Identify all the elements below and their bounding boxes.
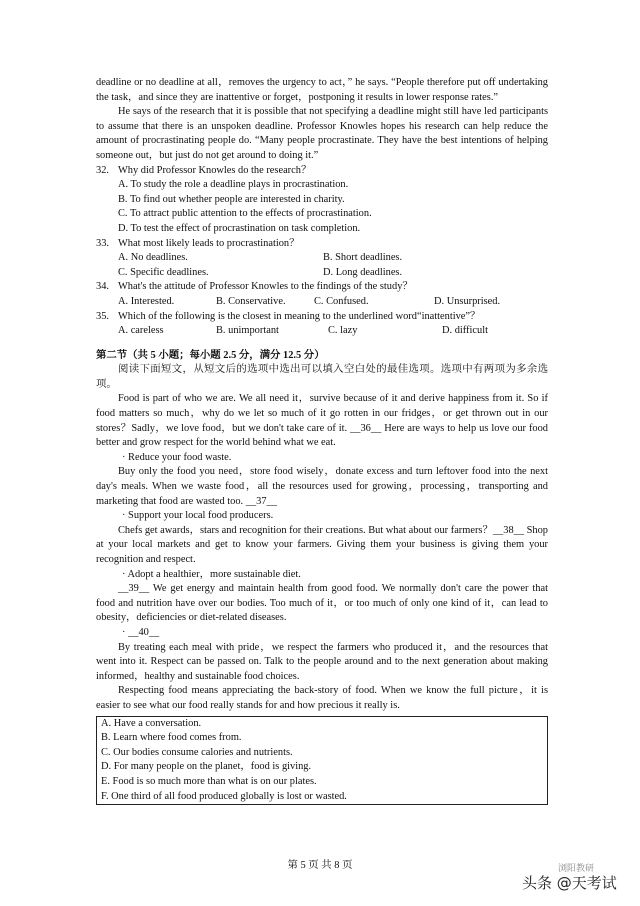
q32-option-d: D. To test the effect of procrastination on task completion. [118,222,361,234]
paragraph-2: Buy only the food you need，store food wisely，donate excess and turn leftover food into the next day's meals. When we waste food，all the resources used for growing，processing，transporting and marketing that food are wasted too. __37__ [96,466,548,507]
watermark-small: 浏阳教研 [558,864,595,874]
paragraph-3: Chefs get awards，stars and recognition for their creations. But what about our farmers？__38__ Shop at your local markets and get to know your farmers. Giving them your business is giving them your recognition and respect. [96,524,548,565]
watermark: 头条 @天考试 [522,874,617,892]
bullet-4: · __40__ [122,626,160,638]
q32-option-a: A. To study the role a deadline plays in procrastination. [118,179,349,191]
question-34: 34. What's the attitude of Professor Knowles to the findings of the study？ [96,281,413,293]
bullet-1: · Reduce your food waste. [122,451,232,463]
q34-options: A. Interested. B. Conservative. C. Confused. D. Unsurprised. [118,295,501,307]
question-33: 33. What most likely leads to procrastination？ [96,237,300,249]
passage-tail-2: He says of the research that it is possible that not specifying a deadline might still have led participants to assume that there is an unspoken deadline. Professor Knowles hopes his research can help reduce the amount of procrastinating people do. “Many people procrastinate. They have the best intentions of helping someone out，but just do not get around to doing it.” [96,106,548,161]
paragraph-6: Respecting food means appreciating the back-story of food. When we know the full picture，it is easier to see what our food really stands for and how precious it really is. [96,685,548,711]
choices-box [96,716,548,806]
q32-option-b: B. To find out whether people are interested in charity. [118,193,345,205]
q35-options: A. careless B. unimportant C. lazy D. difficult [118,325,488,337]
paragraph-1: Food is part of who we are. We all need it，survive because of it and derive happiness from it. So if food matters so much，why do we let so much of it go rotten in our fridges，or get thrown out in our stores？Sadly，we love food，but we don't take care of it. __36__ Here are ways to help us love our food better and grow respect for the world behind what we eat. [96,393,548,449]
choice-f: F. One third of all food produced globally is lost or wasted. [101,790,347,802]
choice-d: D. For many people on the planet，food is giving. [101,761,312,773]
choice-c: C. Our bodies consume calories and nutrients. [101,746,293,758]
section-heading: 第二节（共 5 小题；每小题 2.5 分，满分 12.5 分） [96,349,325,361]
choice-e: E. Food is so much more than what is on our plates. [101,775,317,787]
page-content [96,76,548,805]
page-number: 第 5 页 共 8 页 [287,860,353,871]
question-32: 32. Why did Professor Knowles do the research？ [96,164,312,176]
choice-a: A. Have a conversation. [101,717,202,729]
choice-b: B. Learn where food comes from. [101,732,242,744]
paragraph-5: By treating each meal with pride，we respect the farmers who produced it，and the resources that went into it. Respect can be passed on. Talk to the people around and to the next generation about making informed，healthy and sustainable food choices. [96,641,548,682]
bullet-3: · Adopt a healthier，more sustainable diet. [122,568,301,580]
passage-tail-1: deadline or no deadline at all，removes the urgency to act，” he says. “People therefore put off undertaking the task，and since they are inattentive or forget，postponing it results in lower response rates.” [96,77,548,103]
bullet-2: · Support your local food producers. [122,510,274,522]
q32-option-c: C. To attract public attention to the effects of procrastination. [118,208,372,220]
section-instructions: 阅读下面短文，从短文后的选项中选出可以填入空白处的最佳选项。选项中有两项为多余选项。 [96,364,548,390]
paragraph-4: __39__ We get energy and maintain health from good food. We normally don't care the power that food and nutrition have over our bodies. Too much of it，or too much of only one kind of it，can lead to obesity，deficiencies or diet-related diseases. [96,583,548,624]
q33-options-row2: C. Specific deadlines. D. Long deadlines. [118,266,403,278]
question-35: 35. Which of the following is the closest in meaning to the underlined word“inattentive”？ [96,310,481,322]
q33-options-row1: A. No deadlines. B. Short deadlines. [118,252,403,264]
